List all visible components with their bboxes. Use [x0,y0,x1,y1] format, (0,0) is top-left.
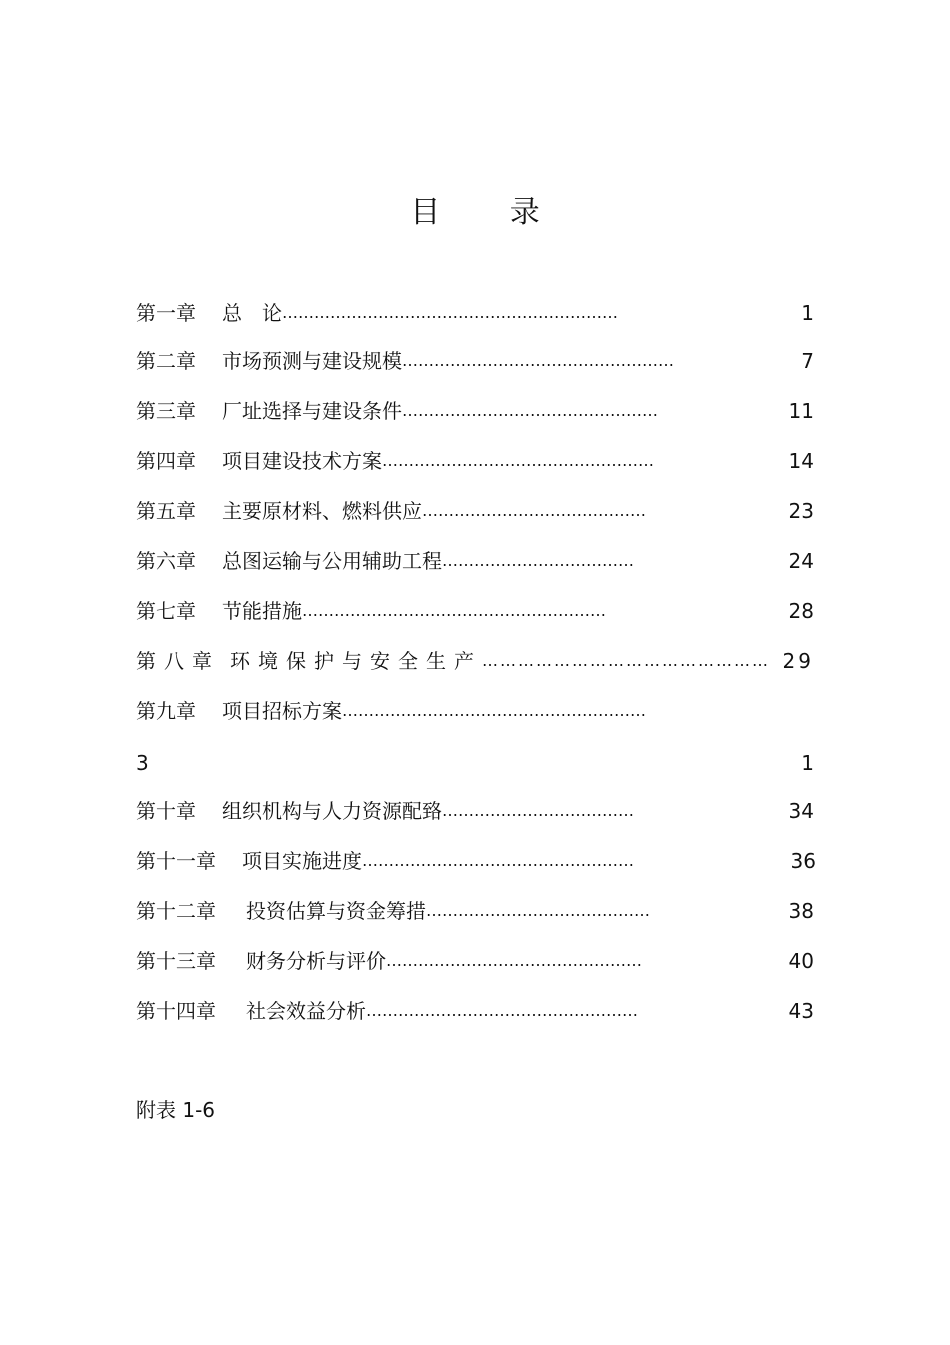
toc-entry[interactable] [136,846,634,876]
leader-dots: ………………………………………… [386,951,642,970]
chapter-name: 总图运输与公用辅助工程 [222,549,442,573]
page-number: 14 [788,449,814,473]
chapter-name: 项目建设技术方案 [222,449,382,473]
leader-dots: …………………………………… [422,501,646,520]
leader-dots: ………………………………………………… [302,601,606,620]
chapter-name: 项目实施进度 [242,849,362,873]
leader-dots: …………………………………………… [382,451,654,470]
toc-entry[interactable] [136,396,658,426]
chapter-name: 厂址选择与建设条件 [222,399,402,423]
page-number: 7 [801,349,814,373]
chapter-name: 组织机构与人力资源配臵 [222,799,442,823]
toc-entry[interactable] [136,346,674,376]
toc-entry[interactable] [136,446,654,476]
page-number: 11 [788,399,814,423]
toc-entry[interactable] [136,596,606,626]
page-number: 38 [788,899,814,923]
chapter-number: 第十一章 [136,849,216,873]
chapter-name: 总 论 [222,301,282,325]
chapter-name: 财务分析与评价 [246,949,386,973]
toc-entry[interactable] [136,546,634,576]
page-number: 43 [788,999,814,1023]
leader-dots: …………………………………………… [402,351,674,370]
page-number: 1 [801,301,814,325]
chapter-number: 第十四章 [136,999,216,1023]
chapter-number: 第四章 [136,449,196,473]
page-number: 40 [788,949,814,973]
chapter-number: 第一章 [136,301,196,325]
chapter-name: 主要原材料、燃料供应 [222,499,422,523]
toc-entry[interactable] [136,298,618,328]
chapter-name: 节能措施 [222,599,302,623]
chapter-name: 投资估算与资金筹措 [246,899,426,923]
chapter-number: 第五章 [136,499,196,523]
chapter-number: 第七章 [136,599,196,623]
leader-dots: …………………………………………… [362,851,634,870]
page-number: 24 [788,549,814,573]
toc-entry[interactable] [136,896,650,926]
toc-title: 目 录 [410,195,570,230]
page-number: 1 [801,751,814,775]
leader-dots: …………………………………………… [366,1001,638,1020]
chapter-number: 第十三章 [136,949,216,973]
chapter-number: 第十章 [136,799,196,823]
toc-entry[interactable] [136,496,646,526]
leader-dots: ………………………………………… [482,651,770,670]
chapter-number: 第三章 [136,399,196,423]
leader-dots: ……………………………… [442,801,634,820]
chapter-number: 第二章 [136,349,196,373]
leader-dots: ……………………………………………………… [282,303,618,322]
appendix-label: 附表 1-6 [136,1098,216,1122]
leader-dots: …………………………………… [426,901,650,920]
chapter-name: 社会效益分析 [246,999,366,1023]
leader-dots: ………………………………………… [402,401,658,420]
leader-dots: ………………………………………………… [342,701,646,720]
toc-entry[interactable] [136,946,642,976]
toc-entry[interactable] [136,646,770,676]
toc-entry[interactable] [136,996,638,1026]
chapter-name: 项目招标方案 [222,699,342,723]
chapter-number: 第八章 [136,649,220,673]
chapter-number: 第九章 [136,699,196,723]
chapter-name: 市场预测与建设规模 [222,349,402,373]
chapter-number: 第十二章 [136,899,216,923]
page-number: 29 [782,649,814,673]
toc-entry[interactable] [136,796,634,826]
page-number: 36 [790,849,816,873]
page-number-fragment: 3 [136,751,149,775]
leader-dots: ……………………………… [442,551,634,570]
page-number: 28 [788,599,814,623]
page-number: 23 [788,499,814,523]
chapter-name: 环境保护与安全生产 [230,649,482,673]
chapter-number: 第六章 [136,549,196,573]
toc-entry[interactable] [136,696,646,726]
page-number: 34 [788,799,814,823]
